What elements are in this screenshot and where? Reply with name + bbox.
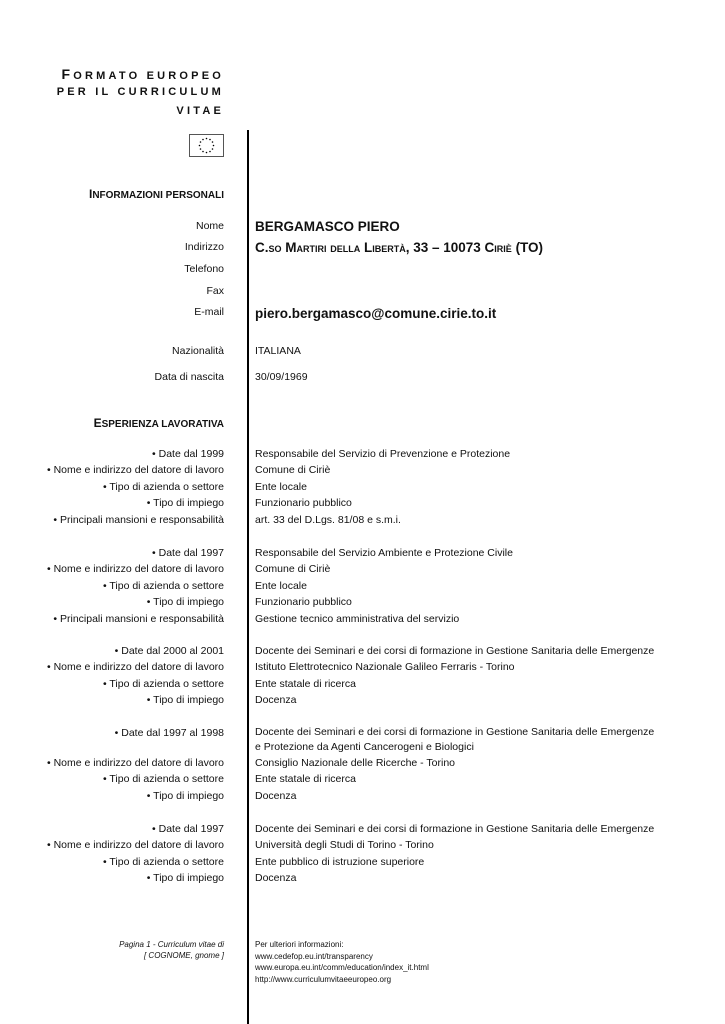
job4-date-label: • Date dal 1997 al 1998 [114,727,224,739]
job5-employer-value: Università degli Studi di Torino - Torino [255,839,434,851]
footer-more-info [255,939,429,985]
job2-role-value: Funzionario pubblico [255,596,352,608]
job1-employer-label: • Nome e indirizzo del datore di lavoro [46,464,224,476]
job3-type-value: Ente statale di ricerca [255,678,356,690]
footer-page-line-1: Pagina 1 - Curriculum vitae di [119,940,224,949]
job5-type-value: Ente pubblico di istruzione superiore [255,856,425,868]
job3-role-value: Docenza [255,694,297,706]
section-personal-info: INFORMAZIONI PERSONALI [88,187,224,201]
job4-employer-value: Consiglio Nazionale delle Ricerche - Torino [255,757,455,769]
label-indirizzo: Indirizzo [184,241,224,253]
header-line-2: PER IL CURRICULUM [56,86,224,98]
footer-link-cedefop[interactable]: www.cedefop.eu.int/transparency [255,951,373,961]
footer-link-cv-europeo[interactable]: http://www.curriculumvitaeeuropeo.org [255,974,392,984]
job1-role-label: • Tipo di impiego [146,497,224,509]
footer-link-europa[interactable]: www.europa.eu.int/comm/education/index_it.html [255,963,429,972]
footer-page-info [119,939,224,961]
job3-employer-value: Istituto Elettrotecnico Nazionale Galileo Ferraris - Torino [255,661,515,673]
job2-date-label: • Date dal 1997 [152,547,224,559]
label-nome: Nome [195,220,224,232]
job3-role-label: • Tipo di impiego [146,694,224,706]
value-nazionalita: ITALIANA [255,345,301,357]
job5-type-label: • Tipo di azienda o settore [102,856,224,868]
label-telefono: Telefono [184,263,224,275]
job1-date-value: Responsabile del Servizio di Prevenzione e Protezione [255,448,511,460]
eu-flag-icon [189,134,224,157]
job1-role-value: Funzionario pubblico [255,497,352,509]
value-indirizzo: C.so Martiri della Libertà, 33 – 10073 Ciriè (TO) [255,240,544,255]
job4-employer-label: • Nome e indirizzo del datore di lavoro [46,757,224,769]
job1-duties-label: • Principali mansioni e responsabilità [53,514,224,526]
job2-role-label: • Tipo di impiego [146,596,224,608]
job5-date-label: • Date dal 1997 [152,823,224,835]
section-work-experience: ESPERIENZA LAVORATIVA [93,416,224,430]
job3-date-value: Docente dei Seminari e dei corsi di formazione in Gestione Sanitaria delle Emergenze [255,645,655,657]
header-line-3: VITAE [176,105,224,117]
job1-type-label: • Tipo di azienda o settore [102,481,224,493]
job3-date-label: • Date dal 2000 al 2001 [114,645,224,657]
job4-role-value: Docenza [255,790,297,802]
job1-date-label: • Date dal 1999 [152,448,224,460]
footer-info-heading: Per ulteriori informazioni: [255,940,344,949]
label-fax: Fax [206,285,224,297]
job2-type-label: • Tipo di azienda o settore [102,580,224,592]
job2-duties-value: Gestione tecnico amministrativa del servizio [255,613,460,625]
job2-type-value: Ente locale [255,580,307,592]
value-nome: BERGAMASCO PIERO [255,219,400,234]
job4-date-value: Docente dei Seminari e dei corsi di formazione in Gestione Sanitaria delle Emergenze e Protezione da Agenti Cancerogeni e Biologici [255,726,655,753]
job3-employer-label: • Nome e indirizzo del datore di lavoro [46,661,224,673]
footer-page-line-2: [ COGNOME, gnome ] [143,951,224,960]
job5-employer-label: • Nome e indirizzo del datore di lavoro [46,839,224,851]
label-email: E-mail [194,306,224,318]
value-email[interactable]: piero.bergamasco@comune.cirie.to.it [255,306,497,321]
job2-date-value: Responsabile del Servizio Ambiente e Protezione Civile [255,547,513,559]
header-line-1: FORMATO EUROPEO [61,66,224,82]
job3-type-label: • Tipo di azienda o settore [102,678,224,690]
job4-type-label: • Tipo di azienda o settore [102,773,224,785]
job2-employer-value: Comune di Ciriè [255,563,331,575]
job4-type-value: Ente statale di ricerca [255,773,356,785]
job2-employer-label: • Nome e indirizzo del datore di lavoro [46,563,224,575]
job1-employer-value: Comune di Ciriè [255,464,331,476]
job5-role-label: • Tipo di impiego [146,872,224,884]
value-data-nascita: 30/09/1969 [255,371,308,383]
label-data-nascita: Data di nascita [154,371,224,383]
label-nazionalita: Nazionalità [172,345,224,357]
job5-date-value: Docente dei Seminari e dei corsi di formazione in Gestione Sanitaria delle Emergenze [255,823,655,835]
vertical-divider [247,130,249,1024]
job5-role-value: Docenza [255,872,297,884]
job4-role-label: • Tipo di impiego [146,790,224,802]
job1-duties-value: art. 33 del D.Lgs. 81/08 e s.m.i. [255,514,401,526]
job1-type-value: Ente locale [255,481,307,493]
job2-duties-label: • Principali mansioni e responsabilità [53,613,224,625]
